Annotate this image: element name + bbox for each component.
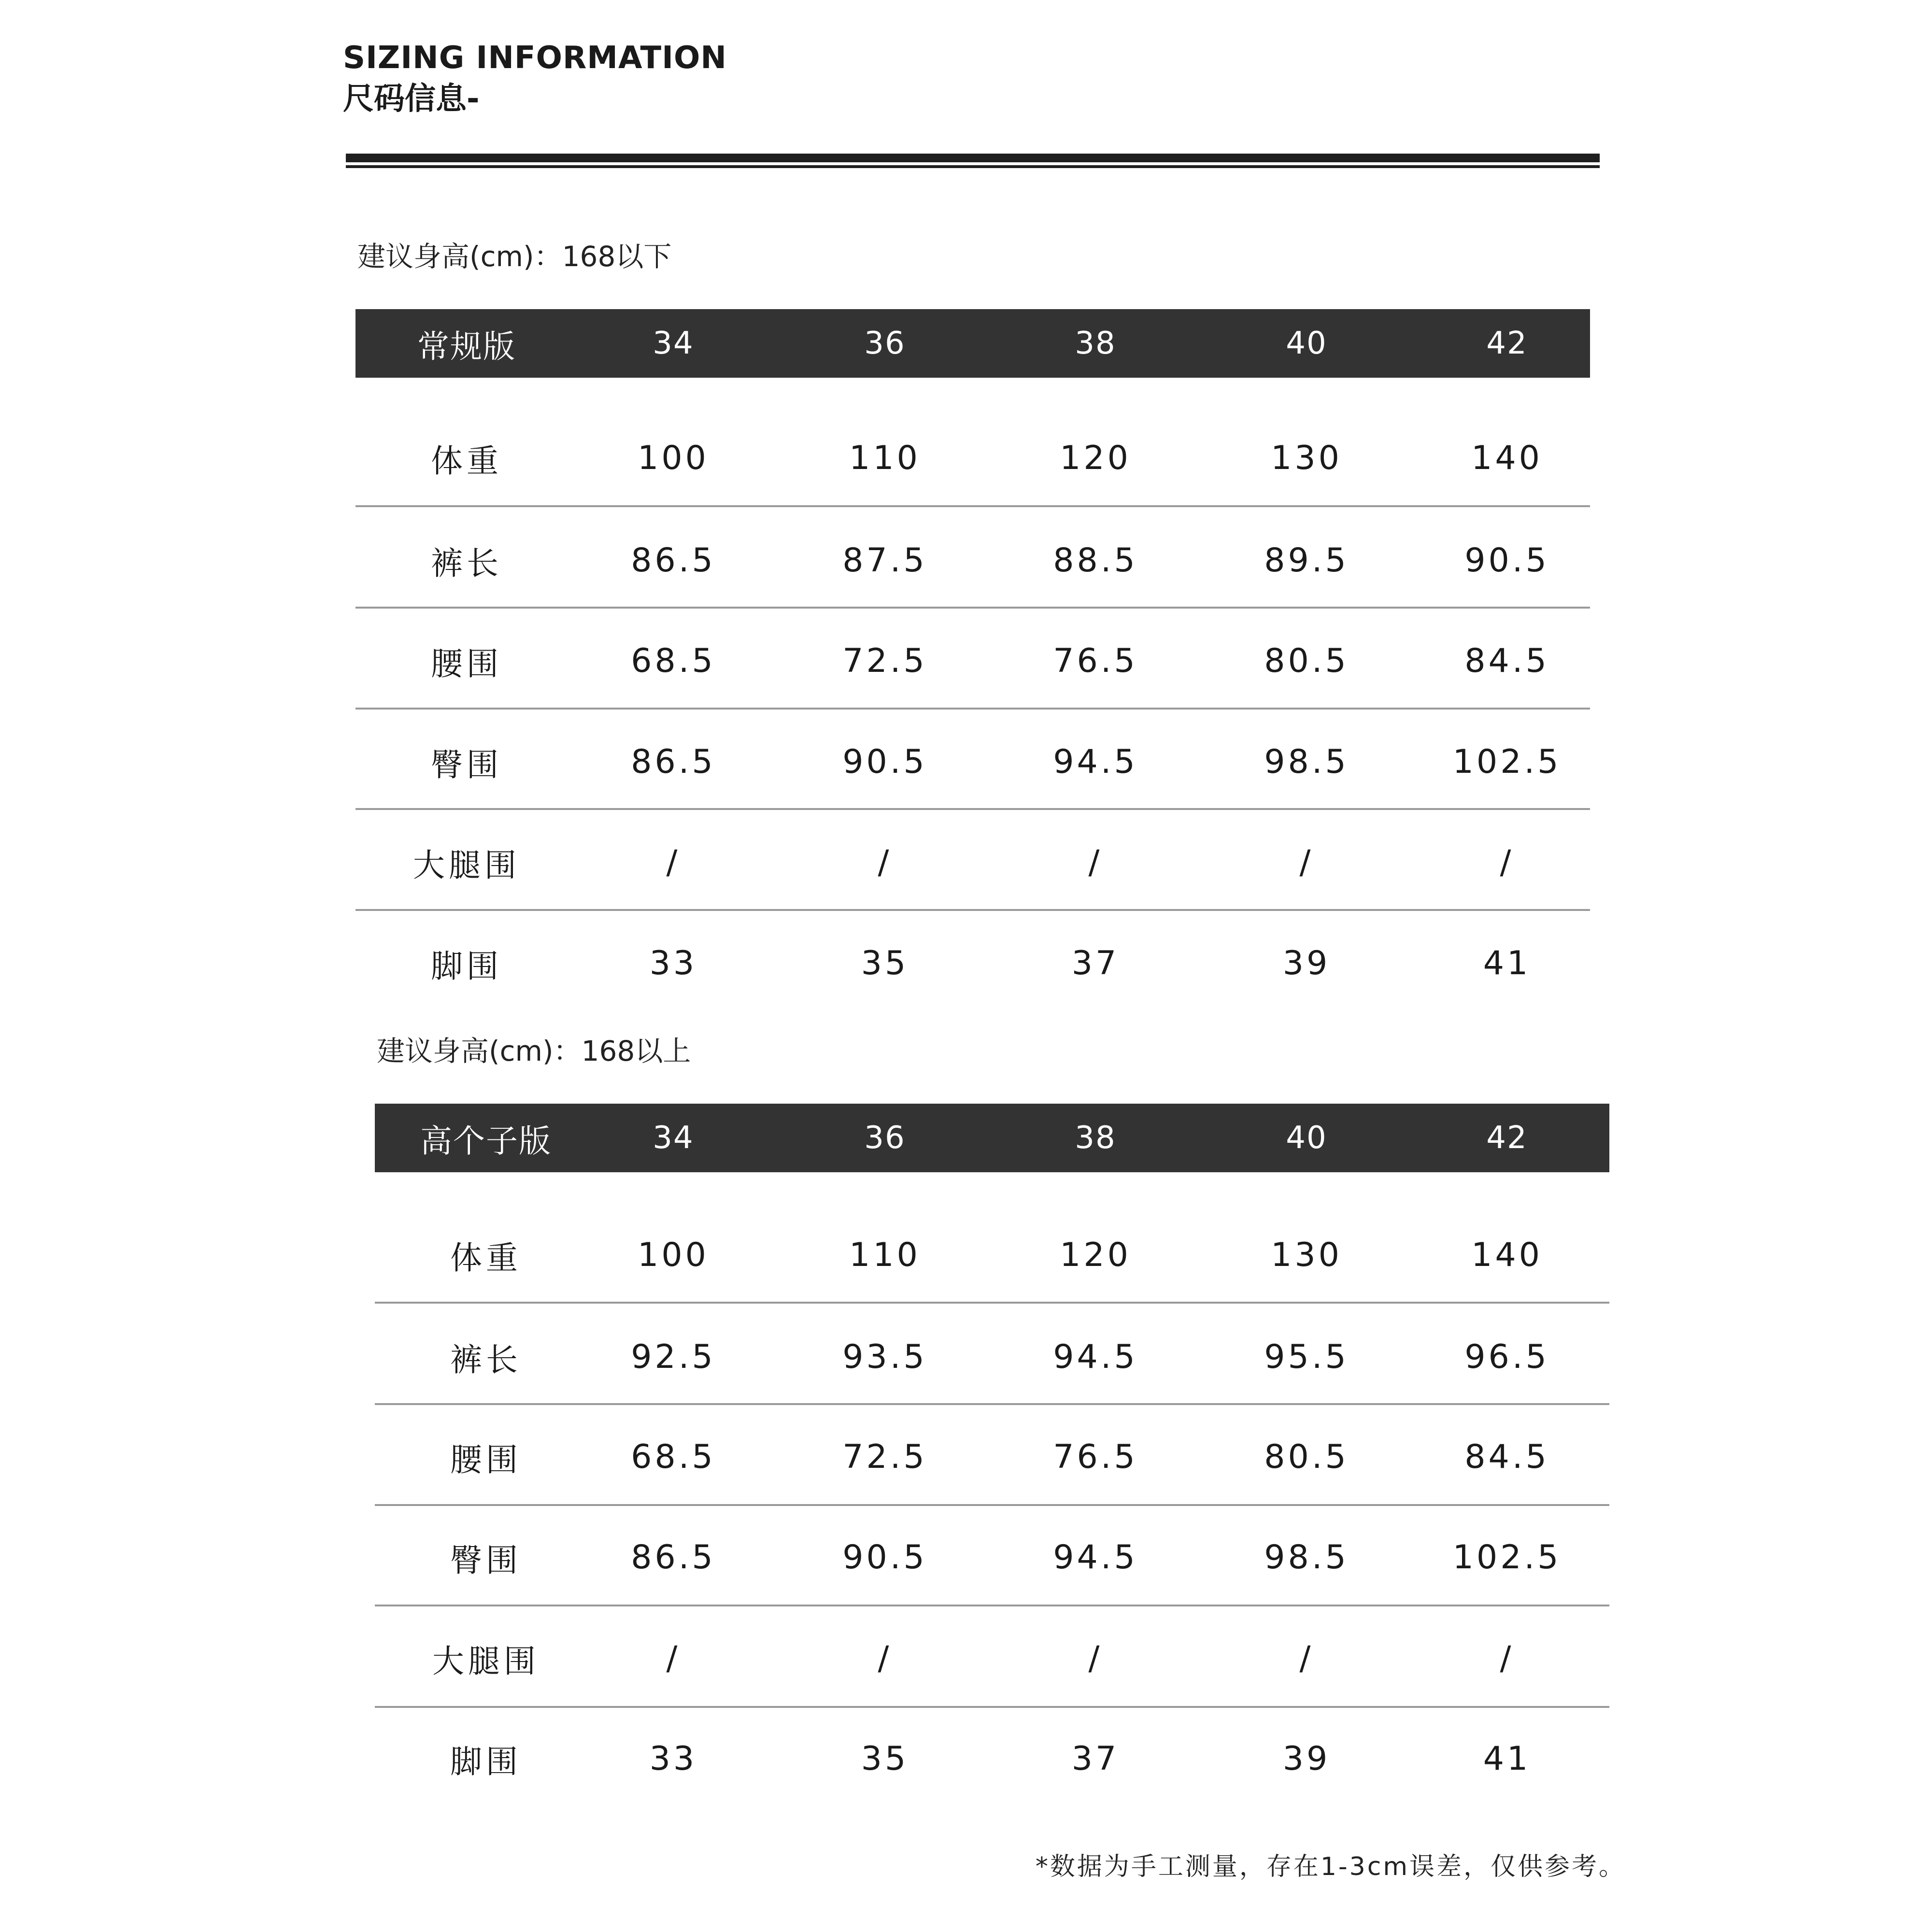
measurement-value: 94.5 <box>1053 1337 1138 1376</box>
row-divider <box>375 1302 1609 1304</box>
measurement-value: 130 <box>1271 439 1342 477</box>
measurement-value: 88.5 <box>1053 541 1138 580</box>
measurement-label: 臀围 <box>431 746 502 783</box>
measurement-value: 86.5 <box>631 742 716 781</box>
measurement-value: 100 <box>638 439 709 477</box>
measurement-value: 76.5 <box>1053 1437 1138 1476</box>
measurement-value: 41 <box>1483 944 1531 982</box>
measurement-label: 臀围 <box>450 1541 522 1579</box>
measurement-label: 脚围 <box>450 1743 522 1780</box>
measurement-label: 腰围 <box>450 1441 522 1478</box>
table-row <box>355 712 1590 811</box>
measurement-value: 102.5 <box>1452 1538 1562 1577</box>
measurement-label: 腰围 <box>431 645 502 682</box>
measurement-value: / <box>1500 843 1514 881</box>
row-divider <box>355 909 1590 911</box>
measurement-value: 41 <box>1483 1739 1531 1778</box>
title-en: SIZING INFORMATION <box>343 40 727 76</box>
row-divider <box>375 1504 1609 1506</box>
measurement-value: 95.5 <box>1264 1337 1349 1376</box>
measurement-value: 98.5 <box>1264 742 1349 781</box>
measurement-value: 33 <box>649 944 697 982</box>
size-column-header: 34 <box>653 1120 694 1156</box>
row-divider <box>375 1403 1609 1405</box>
measurement-value: 86.5 <box>631 1538 716 1577</box>
measurement-value: / <box>1299 843 1314 881</box>
measurement-value: 100 <box>638 1236 709 1274</box>
measurement-value: 84.5 <box>1464 1437 1549 1476</box>
measurement-value: 120 <box>1060 1236 1131 1274</box>
table-row <box>355 611 1590 710</box>
measurement-value: 93.5 <box>842 1337 927 1376</box>
measurement-value: 90.5 <box>842 1538 927 1577</box>
row-divider <box>355 505 1590 507</box>
measurement-label: 大腿围 <box>432 1642 540 1680</box>
measurement-value: 98.5 <box>1264 1538 1349 1577</box>
measurement-label: 大腿围 <box>413 846 520 884</box>
size-header-row <box>375 1104 1609 1172</box>
table-row <box>355 812 1590 912</box>
measurement-value: 76.5 <box>1053 641 1138 680</box>
measurement-value: 68.5 <box>631 641 716 680</box>
measurement-value: 39 <box>1282 944 1331 982</box>
measurement-value: 37 <box>1071 944 1120 982</box>
measurement-label: 体重 <box>450 1239 522 1277</box>
measurement-value: 110 <box>849 1236 921 1274</box>
measurement-value: 72.5 <box>842 641 927 680</box>
measurement-value: 140 <box>1471 439 1543 477</box>
regular-size-table <box>355 239 1590 1060</box>
measurement-value: 72.5 <box>842 1437 927 1476</box>
measurement-value: / <box>666 843 681 881</box>
size-column-header: 38 <box>1075 1120 1116 1156</box>
measurement-value: 35 <box>861 944 909 982</box>
measurement-value: 68.5 <box>631 1437 716 1476</box>
table-row <box>355 511 1590 610</box>
measurement-label: 裤长 <box>450 1341 522 1378</box>
size-column-header: 40 <box>1286 1120 1327 1156</box>
table-row <box>375 1307 1609 1406</box>
measurement-value: 35 <box>861 1739 909 1778</box>
size-column-header: 40 <box>1286 326 1327 361</box>
table-row <box>355 913 1590 1013</box>
measurement-value: 80.5 <box>1264 641 1349 680</box>
row-divider <box>375 1706 1609 1708</box>
table-row <box>375 1709 1609 1808</box>
measurement-value: 87.5 <box>842 541 927 580</box>
measurement-value: / <box>878 1639 892 1677</box>
row-divider <box>355 808 1590 810</box>
fit-label: 常规版 <box>417 327 516 365</box>
measurement-value: 37 <box>1071 1739 1120 1778</box>
row-divider <box>355 607 1590 609</box>
footnote: *数据为手工测量，存在1-3cm误差，仅供参考。 <box>1035 1852 1626 1881</box>
measurement-value: 92.5 <box>631 1337 716 1376</box>
header-rule-thin <box>346 165 1600 168</box>
table-row <box>375 1507 1609 1607</box>
measurement-value: 120 <box>1060 439 1131 477</box>
height-note: 建议身高(cm)：168以下 <box>357 240 672 273</box>
measurement-value: 90.5 <box>1464 541 1549 580</box>
size-column-header: 36 <box>864 1120 906 1156</box>
measurement-value: 130 <box>1271 1236 1342 1274</box>
fit-label: 高个子版 <box>420 1122 552 1160</box>
size-column-header: 42 <box>1486 1120 1528 1156</box>
measurement-value: 96.5 <box>1464 1337 1549 1376</box>
size-column-header: 38 <box>1075 326 1116 361</box>
row-divider <box>375 1605 1609 1606</box>
measurement-value: 90.5 <box>842 742 927 781</box>
header-rule-thick <box>346 154 1600 162</box>
row-divider <box>355 708 1590 710</box>
measurement-value: 39 <box>1282 1739 1331 1778</box>
table-row <box>375 1407 1609 1506</box>
measurement-value: / <box>1299 1639 1314 1677</box>
measurement-value: / <box>1088 843 1103 881</box>
measurement-value: 94.5 <box>1053 1538 1138 1577</box>
height-note: 建议身高(cm)：168以上 <box>377 1035 691 1067</box>
title-cn: 尺码信息- <box>343 81 480 117</box>
table-row <box>375 1205 1609 1305</box>
measurement-value: 140 <box>1471 1236 1543 1274</box>
measurement-label: 脚围 <box>431 947 502 985</box>
measurement-value: 86.5 <box>631 541 716 580</box>
measurement-value: / <box>1088 1639 1103 1677</box>
measurement-label: 裤长 <box>431 544 502 582</box>
measurement-value: 102.5 <box>1452 742 1562 781</box>
size-header-row <box>355 309 1590 378</box>
measurement-value: 94.5 <box>1053 742 1138 781</box>
measurement-value: 84.5 <box>1464 641 1549 680</box>
measurement-value: / <box>878 843 892 881</box>
measurement-value: 80.5 <box>1264 1437 1349 1476</box>
table-row <box>355 408 1590 508</box>
size-column-header: 36 <box>864 326 906 361</box>
measurement-value: 33 <box>649 1739 697 1778</box>
measurement-label: 体重 <box>431 442 502 480</box>
measurement-value: 110 <box>849 439 921 477</box>
measurement-value: 89.5 <box>1264 541 1349 580</box>
size-column-header: 34 <box>653 326 694 361</box>
tall-size-table <box>375 1034 1609 1855</box>
measurement-value: / <box>1500 1639 1514 1677</box>
measurement-value: / <box>666 1639 681 1677</box>
table-row <box>375 1608 1609 1708</box>
size-column-header: 42 <box>1486 326 1528 361</box>
